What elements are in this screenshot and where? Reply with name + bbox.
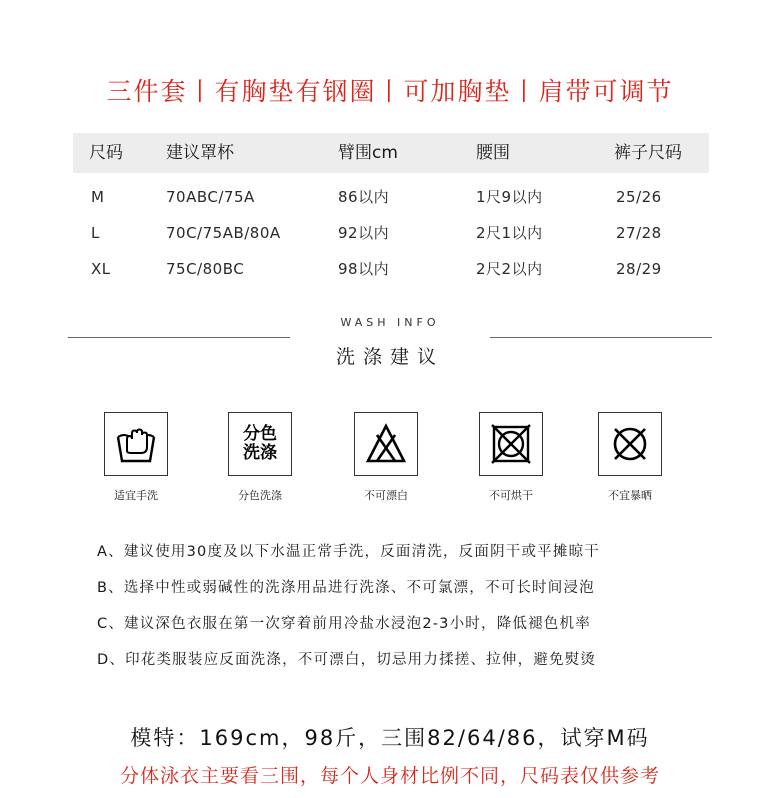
cell-arm: 98以内 (338, 260, 390, 278)
wash-title-cn: 洗涤建议 (335, 346, 444, 368)
header-size: 尺码 (89, 143, 123, 163)
cell-pants: 28/29 (616, 260, 662, 278)
cell-cup: 70C/75AB/80A (166, 224, 281, 242)
symbol-label: 不宜暴晒 (608, 489, 652, 502)
header-pants: 裤子尺码 (614, 143, 682, 163)
cell-waist: 1尺9以内 (476, 188, 543, 206)
model-info: 模特：169cm，98斤，三围82/64/86，试穿M码 (130, 726, 650, 750)
wash-tip: B、选择中性或弱碱性的洗涤用品进行洗涤、不可氯漂，不可长时间浸泡 (97, 580, 595, 596)
table-row (73, 251, 709, 287)
header-waist: 腰围 (476, 143, 510, 163)
divider-right (490, 337, 712, 338)
symbol-label: 不可烘干 (489, 489, 533, 502)
cell-arm: 86以内 (338, 188, 390, 206)
cell-size: XL (91, 260, 111, 278)
cell-pants: 25/26 (616, 188, 662, 206)
product-headline: 三件套丨有胸垫有钢圈丨可加胸垫丨肩带可调节 (106, 77, 674, 106)
wash-tip: D、印花类服装应反面洗涤，不可漂白，切忌用力揉搓、拉伸，避免熨烫 (97, 652, 597, 668)
cell-waist: 2尺1以内 (476, 224, 543, 242)
no-sun-dry-icon (598, 412, 662, 476)
cell-size: L (91, 224, 100, 242)
table-row (73, 179, 709, 215)
wash-title-en: WASH INFO (340, 316, 440, 329)
size-table (73, 133, 709, 287)
divider-left (68, 337, 290, 338)
cell-waist: 2尺2以内 (476, 260, 543, 278)
symbol-label: 适宜手洗 (114, 489, 158, 502)
wash-tips (97, 540, 697, 684)
size-note: 分体泳衣主要看三围，每个人身材比例不同，尺码表仅供参考 (119, 765, 660, 787)
separate-wash-icon (228, 412, 292, 476)
cell-size: M (91, 188, 105, 206)
symbol-label: 分色洗涤 (238, 489, 282, 502)
separate-wash-text-line2: 洗涤 (243, 443, 277, 463)
size-table-header (73, 133, 709, 173)
cell-cup: 70ABC/75A (166, 188, 255, 206)
header-arm: 臂围cm (338, 143, 398, 163)
cell-pants: 27/28 (616, 224, 662, 242)
no-tumble-dry-icon (479, 412, 543, 476)
wash-tip: C、建议深色衣服在第一次穿着前用冷盐水浸泡2-3小时，降低褪色机率 (97, 616, 591, 632)
symbol-label: 不可漂白 (364, 489, 408, 502)
cell-arm: 92以内 (338, 224, 390, 242)
table-row (73, 215, 709, 251)
wash-tip: A、建议使用30度及以下水温正常手洗，反面清洗，反面阴干或平摊晾干 (97, 544, 600, 560)
no-bleach-icon (354, 412, 418, 476)
header-cup: 建议罩杯 (166, 143, 234, 163)
cell-cup: 75C/80BC (166, 260, 245, 278)
hand-wash-icon (104, 412, 168, 476)
separate-wash-text-line1: 分色 (243, 424, 277, 444)
